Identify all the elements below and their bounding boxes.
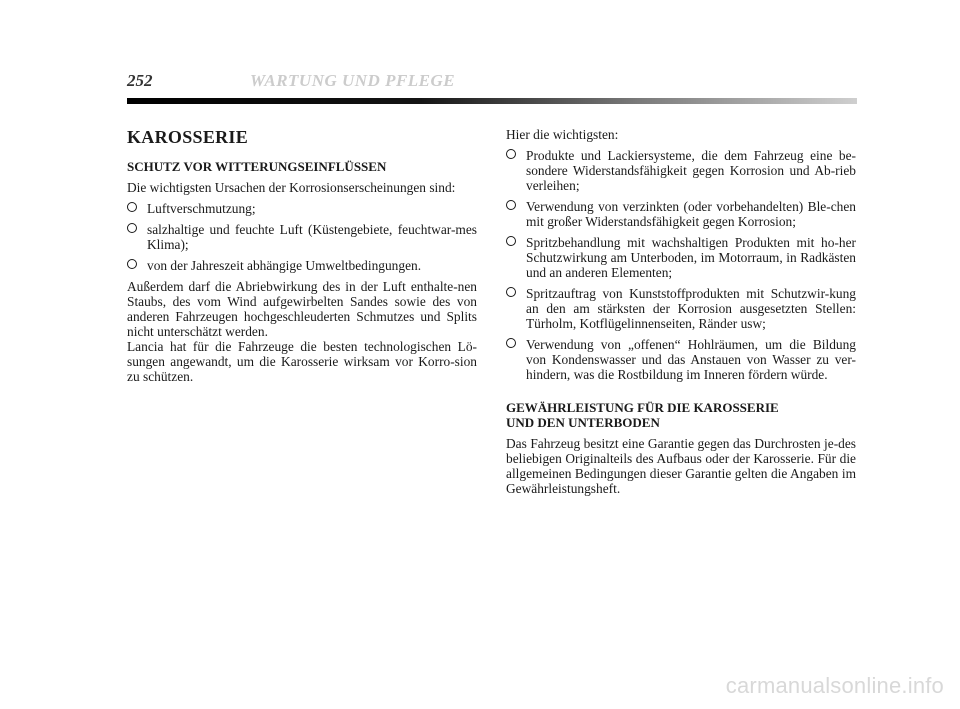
subsection-title [506,400,856,430]
body-paragraph: Lancia hat für die Fahrzeuge die besten technologischen Lö-sungen angewandt, um die Karosserie wirksam vor Korro-sion zu schützen. [127,339,477,384]
list-item [506,148,856,193]
list-item-text: Spritzbehandlung mit wachshaltigen Produkten mit ho-her Schutzwirkung am Unterboden, im Motorraum, in Radkästen und an anderen Elementen; [526,235,856,280]
list-item [506,286,856,331]
list-item-text: von der Jahreszeit abhängige Umweltbedingungen. [147,258,422,273]
intro-paragraph: Hier die wichtigsten: [506,127,619,142]
list-item [506,199,856,229]
list-item [506,235,856,280]
list-item-text: salzhaltige und feuchte Luft (Küstengebiete, feuchtwar-mes Klima); [147,222,477,252]
circle-bullet-icon [506,236,516,246]
list-item [127,258,477,273]
circle-bullet-icon [127,202,137,212]
circle-bullet-icon [506,149,516,159]
intro-paragraph: Die wichtigsten Ursachen der Korrosionserscheinungen sind: [127,180,456,195]
list-item-text: Verwendung von verzinkten (oder vorbehandelten) Ble-chen mit großer Widerstandsfähigkeit gegen Korrosion; [526,199,856,229]
circle-bullet-icon [506,200,516,210]
circle-bullet-icon [506,287,516,297]
body-paragraph: Außerdem darf die Abriebwirkung des in der Luft enthalte-nen Staubs, des vom Wind aufgewirbelten Sandes sowie des von anderen Fahrzeugen hochgeschleuderten Schmutzes und Splits nicht unterschätzt werden. [127,279,477,339]
subsection-title: SCHUTZ VOR WITTERUNGSEINFLÜSSEN [127,159,387,174]
circle-bullet-icon [506,338,516,348]
heading-line: GEWÄHRLEISTUNG FÜR DIE KAROSSERIE [506,400,779,415]
circle-bullet-icon [127,259,137,269]
list-item-text: Produkte und Lackiersysteme, die dem Fahrzeug eine be-sondere Widerstandsfähigkeit gegen Korrosion und Ab-rieb verleihen; [526,148,856,193]
header-rule [127,98,857,104]
list-item-text: Verwendung von „offenen“ Hohlräumen, um die Bildung von Kondenswasser und das Anstauen von Wasser zu ver-hindern, was die Rostbildung im Inneren fördern würde. [526,337,856,382]
page-number: 252 [127,71,153,90]
right-column [506,127,856,502]
list-item-text: Luftverschmutzung; [147,201,256,216]
watermark: carmanualsonline.info [725,673,944,698]
list-item-text: Spritzauftrag von Kunststoffprodukten mit Schutzwir-kung an den am stärksten der Korrosion ausgesetzten Stellen: Türholm, Kotflügelinnenseiten, Ränder usw; [526,286,856,331]
list-item [127,201,477,216]
list-item [127,222,477,252]
circle-bullet-icon [127,223,137,233]
list-item [506,337,856,382]
section-title: KAROSSERIE [127,127,249,147]
left-column [127,127,477,390]
heading-line: UND DEN UNTERBODEN [506,415,660,430]
running-header: WARTUNG UND PFLEGE [250,71,456,90]
body-paragraph: Das Fahrzeug besitzt eine Garantie gegen das Durchrosten je-des beliebigen Originalteils des Aufbaus oder der Karosserie. Für die allgemeinen Bedingungen dieser Garantie gelten die Angaben im Gewährleistungsheft. [506,436,856,496]
